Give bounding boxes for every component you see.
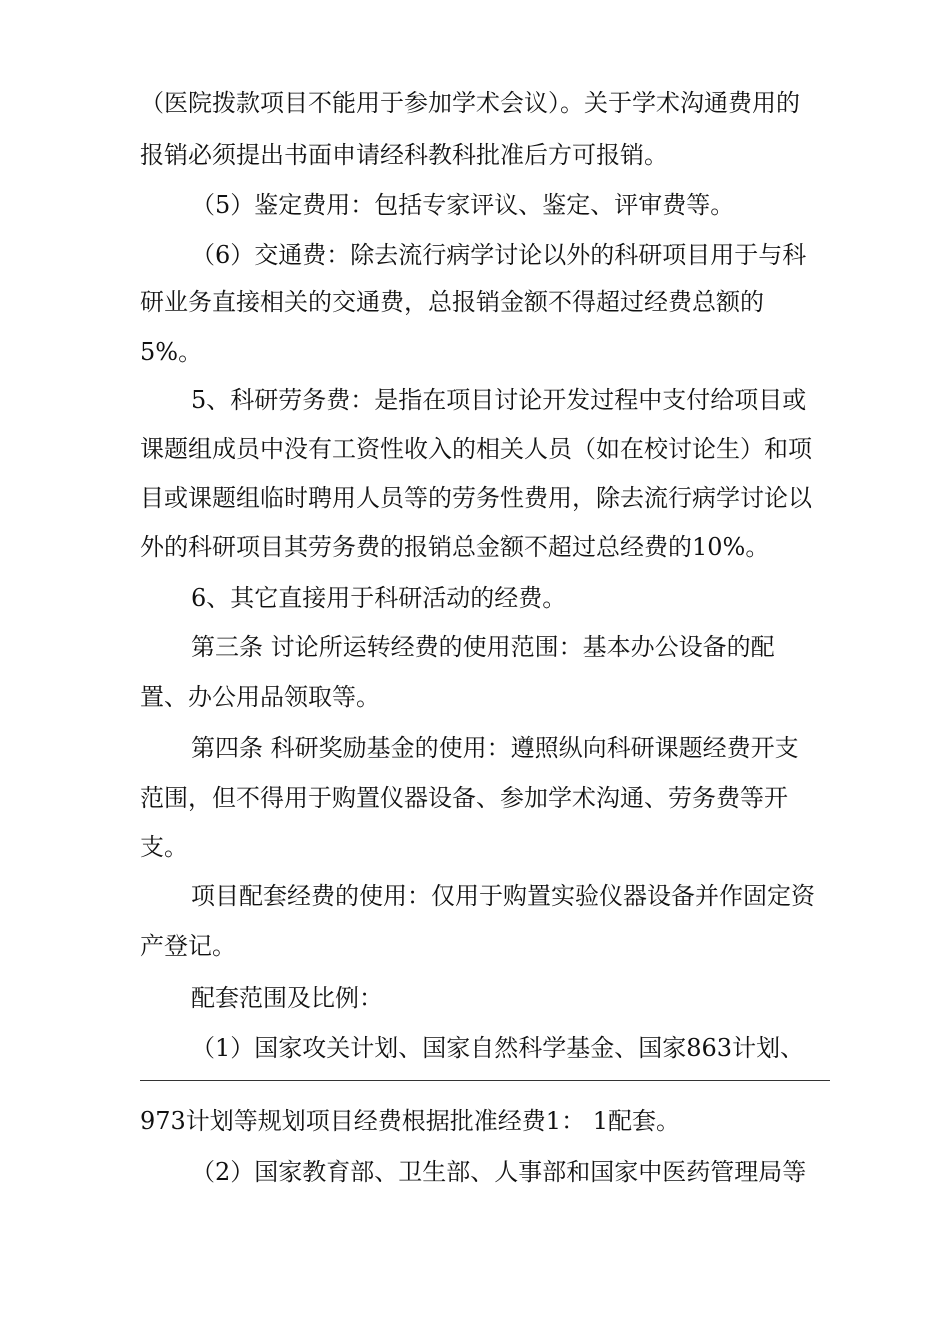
paragraph-line: 产登记。 <box>140 932 236 960</box>
paragraph-line: 配套范围及比例： <box>191 984 383 1012</box>
paragraph-line: 5、科研劳务费：是指在项目讨论开发过程中支付给项目或 <box>191 386 807 414</box>
paragraph-line: （1）国家攻关计划、国家自然科学基金、国家863计划、 <box>191 1034 805 1062</box>
paragraph-line: 6、其它直接用于科研活动的经费。 <box>191 584 567 612</box>
paragraph-line: 范围，但不得用于购置仪器设备、参加学术沟通、劳务费等开 <box>140 784 788 812</box>
paragraph-line: 项目配套经费的使用：仅用于购置实验仪器设备并作固定资 <box>191 882 815 910</box>
paragraph-line: 973计划等规划项目经费根据批准经费1： 1配套。 <box>140 1107 680 1135</box>
paragraph-line: 5%。 <box>140 338 203 366</box>
paragraph-line: （5）鉴定费用：包括专家评议、鉴定、评审费等。 <box>191 191 735 219</box>
paragraph-line: 第三条 讨论所运转经费的使用范围：基本办公设备的配 <box>191 633 775 661</box>
paragraph-line: 课题组成员中没有工资性收入的相关人员（如在校讨论生）和项 <box>140 435 812 463</box>
paragraph-line: （医院拨款项目不能用于参加学术会议）。关于学术沟通费用的 <box>140 89 800 117</box>
paragraph-line: 外的科研项目其劳务费的报销总金额不超过总经费的10%。 <box>140 533 770 561</box>
paragraph-line: 置、办公用品领取等。 <box>140 683 380 711</box>
paragraph-line: 第四条 科研奖励基金的使用：遵照纵向科研课题经费开支 <box>191 734 799 762</box>
horizontal-rule <box>140 1080 830 1081</box>
paragraph-line: 研业务直接相关的交通费，总报销金额不得超过经费总额的 <box>140 288 764 316</box>
paragraph-line: 支。 <box>140 833 188 861</box>
paragraph-line: （6）交通费：除去流行病学讨论以外的科研项目用于与科 <box>191 241 807 269</box>
paragraph-line: （2）国家教育部、卫生部、人事部和国家中医药管理局等 <box>191 1158 807 1186</box>
paragraph-line: 目或课题组临时聘用人员等的劳务性费用，除去流行病学讨论以 <box>140 484 812 512</box>
paragraph-line: 报销必须提出书面申请经科教科批准后方可报销。 <box>140 141 668 169</box>
